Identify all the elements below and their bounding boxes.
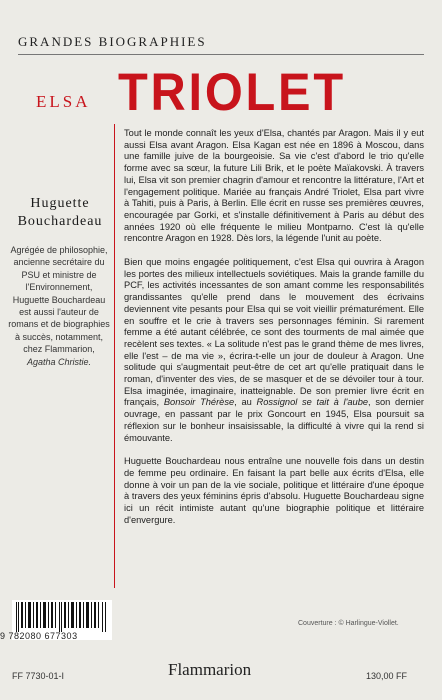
column-divider <box>114 124 115 588</box>
subject-last-name: TRIOLET <box>118 63 346 122</box>
author-bio-book-title: Agatha Christie. <box>26 356 92 367</box>
series-divider <box>18 54 424 55</box>
author-bio-text: Agrégée de philosophie, ancienne secrétaire du PSU et ministre de l'Environnement, Huguette Bouchardeau est aussi l'auteur de romans et de biographies à succès, notamment, chez Flammarion, <box>8 245 110 355</box>
subject-first-name: ELSA <box>36 92 91 111</box>
blurb-paragraph-1: Tout le monde connaît les yeux d'Elsa, chantés par Aragon. Mais il y eut aussi Elsa avant Aragon. Elsa Kagan est née en 1896 à Moscou, dans une famille juive de la bourgeoisie. Sa vie c'est d'abord le trio qu'elle forme avec sa sœur, la future Lili Brik, et le poète Maïakovski. À travers lui, Elsa vit son premier chagrin d'amour et rencontre la littérature, l'Art et l'engagement politique. Mariée au français André Triolet, Elsa part vivre à Tahiti, puis à Paris, à Berlin. Elle écrit en russe ses premières œuvres, encouragée par Gorki, et s'installe définitivement à Paris au début des années 1920 où elle fréquente le milieu Montparno. C'est là qu'elle rencontre Aragon en 1928. Dès lors, la légende l'unit au poète. <box>124 128 424 244</box>
blurb-paragraph-3: Huguette Bouchardeau nous entraîne une nouvelle fois dans un destin de femme peu ordinaire. En faisant la part belle aux écrits d'Elsa, elle donne à voir un pan de la vie sociale, politique et littéraire d'une époque à travers des yeux féminins épris d'absolu. Huguette Bouchardeau signe ici un récit intimiste autant qu'une biographie politique et littéraire d'envergure. <box>124 456 424 525</box>
blurb-p2-text-c: , son dernier ouvrage, en passant par le prix Goncourt en 1945, Elsa poursuit sa réflexion sur le bonheur insaisissable, la difficulté à vivre qui la rend si émouvante. <box>124 397 424 443</box>
blurb <box>124 128 424 539</box>
blurb-p2-title-1: Bonsoir Thérèse <box>163 397 235 408</box>
blurb-paragraph-2 <box>124 257 424 444</box>
author-first-name: Huguette <box>30 196 90 211</box>
author-last-name: Bouchardeau <box>17 214 103 229</box>
author-name <box>10 195 110 231</box>
price: 130,00 FF <box>366 671 408 681</box>
photo-credit: Couverture : © Harlingue-Viollet. <box>298 620 399 627</box>
publisher: Flammarion <box>168 660 252 679</box>
product-code: FF 7730-01-I <box>12 671 65 681</box>
blurb-p2-title-2: Rossignol se tait à l'aube <box>256 397 369 408</box>
author-bio <box>8 244 110 368</box>
series-title: GRANDES BIOGRAPHIES <box>18 34 207 49</box>
barcode-digits: 9 782080 677303 <box>0 631 78 641</box>
blurb-p2-text-a: Bien que moins engagée politiquement, c'est Elsa qui ouvrira à Aragon les portes des milieux intellectuels soviétiques. Mais la grande famille du PCF, les activités incessantes de son amant comme les responsabilités grandissantes qu'elle prend dans le mouvement des écrivains deviennent vite pesants pour Elsa qui se voit vieillir prématurément. Elle en souffre et le crie à travers ses personnages féminin. Si rarement femme a été autant célébrée, ce sont des tourments de mal aimée que recèlent ses textes. « La solitude n'est pas le grand thème de mes livres, elle l'est – de ma vie », écrira-t-elle un jour de douleur à Aragon. Une solitude qui s'augmentait peut-être de cet art qu'elle pratiquait dans le roman, d'inventer des vies, de se masquer et de se dévoiler tour à tour. Elsa imaginée, imaginaire, inatteignable. De son premier livre écrit en français, <box>124 257 424 408</box>
blurb-p2-text-b: , au <box>234 397 252 408</box>
barcode-bars <box>16 602 108 632</box>
